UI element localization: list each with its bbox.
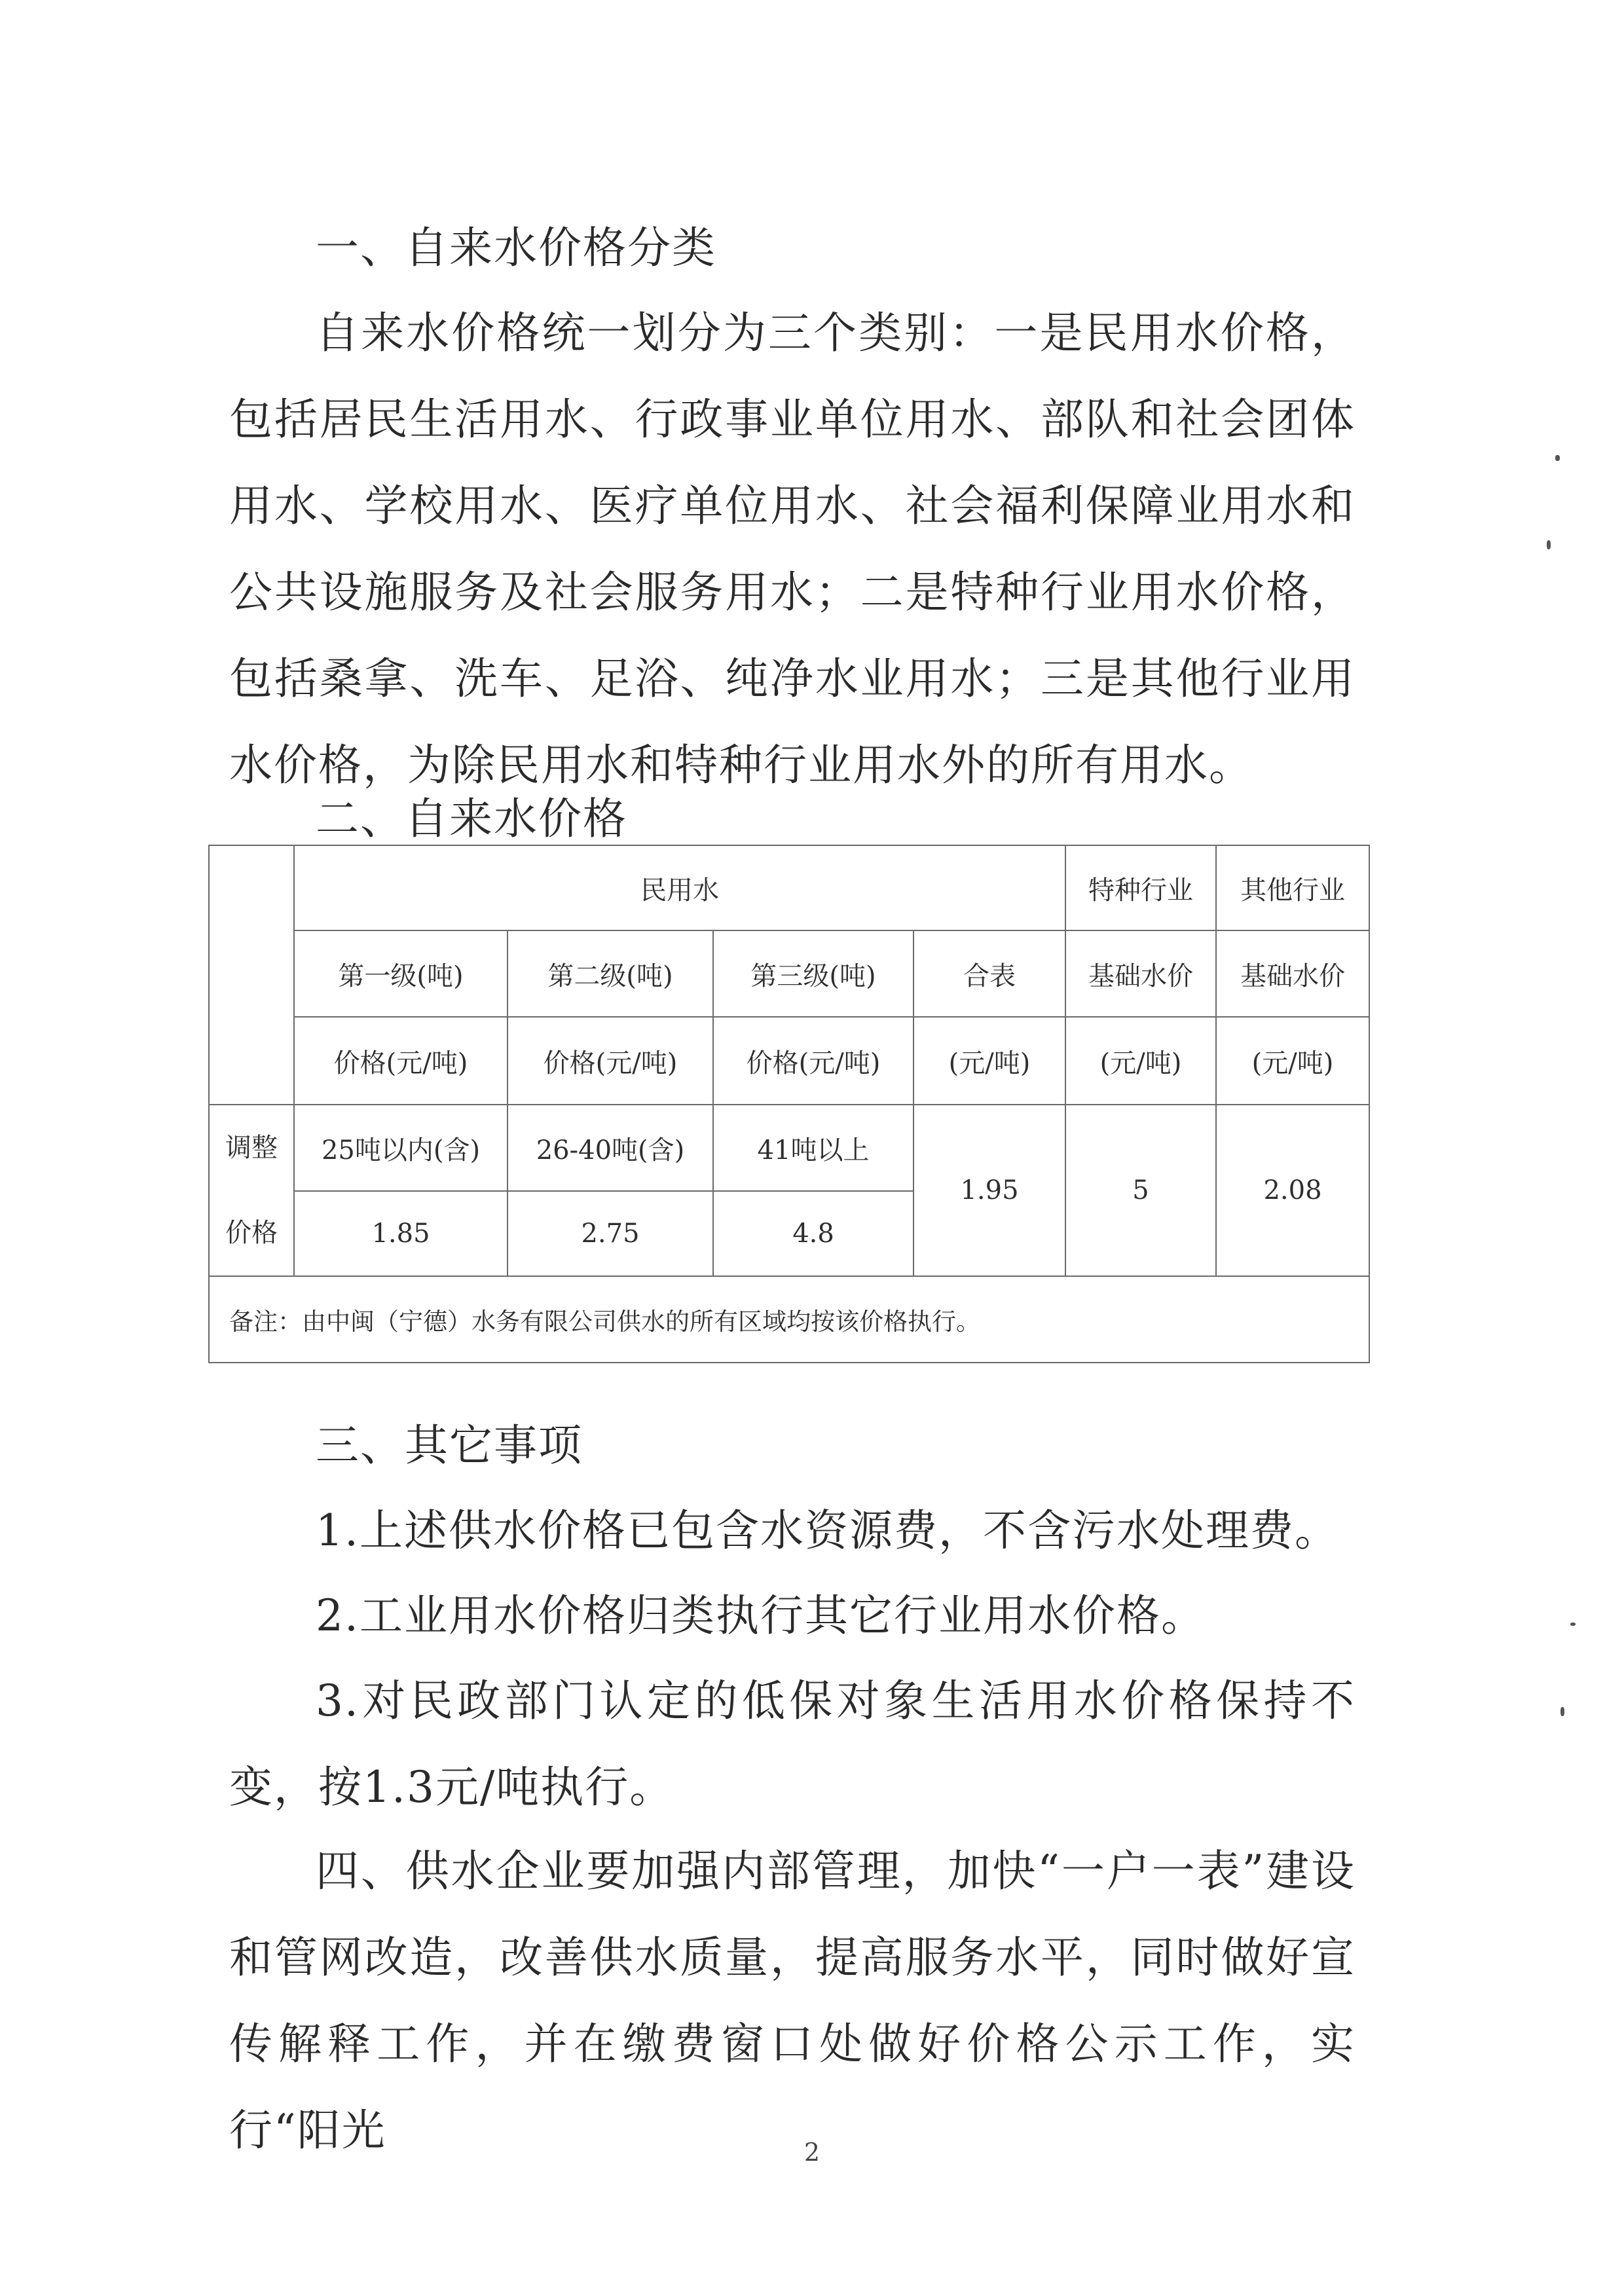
section3-item2: 2.工业用水价格归类执行其它行业用水价格。 bbox=[316, 1590, 1206, 1641]
label-bottom: 价格 bbox=[225, 1218, 278, 1248]
page-number: 2 bbox=[803, 2138, 821, 2167]
table-note: 备注：由中闽（宁德）水务有限公司供水的所有区域均按该价格执行。 bbox=[209, 1276, 1369, 1363]
section3-item1: 1.上述供水价格已包含水资源费，不含污水处理费。 bbox=[316, 1505, 1339, 1556]
section3-item3: 3.对民政部门认定的低保对象生活用水价格保持不变，按1.3元/吨执行。 bbox=[229, 1676, 1356, 1812]
adjusted-price-label bbox=[209, 1105, 294, 1276]
special-title: 基础水价 bbox=[1065, 930, 1216, 1017]
section2-heading: 二、自来水价格 bbox=[316, 794, 627, 844]
tier2-unit: 价格(元/吨) bbox=[507, 1017, 713, 1105]
special-unit: (元/吨) bbox=[1065, 1017, 1216, 1105]
scan-speck bbox=[1547, 540, 1551, 549]
tier1-unit: 价格(元/吨) bbox=[294, 1017, 507, 1105]
blank-corner-cell bbox=[209, 845, 294, 1105]
group-civil-header: 民用水 bbox=[294, 845, 1065, 930]
scan-speck bbox=[1560, 1707, 1564, 1716]
group-other-header: 其他行业 bbox=[1216, 845, 1369, 930]
label-top: 调整 bbox=[225, 1133, 278, 1163]
tier1-title: 第一级(吨) bbox=[294, 930, 507, 1017]
tier1-price: 1.85 bbox=[294, 1191, 507, 1276]
tier2-range: 26-40吨(含) bbox=[507, 1105, 713, 1191]
section1-heading: 一、自来水价格分类 bbox=[316, 223, 716, 273]
tier3-title: 第三级(吨) bbox=[713, 930, 913, 1017]
section1-paragraph: 自来水价格统一划分为三个类别：一是民用水价格，包括居民生活用水、行政事业单位用水、部队和社会团体用水、学校用水、医疗单位用水、社会福利保障业用水和公共设施服务及社会服务用水；二是特种行业用水价格，包括桑拿、洗车、足浴、纯净水业用水；三是其他行业用水价格，为除民用水和特种行业用水外的所有用水。 bbox=[229, 308, 1356, 790]
other-unit: (元/吨) bbox=[1216, 1017, 1369, 1105]
other-title: 基础水价 bbox=[1216, 930, 1369, 1017]
tier3-range: 41吨以上 bbox=[713, 1105, 913, 1191]
combined-title: 合表 bbox=[913, 930, 1065, 1017]
section4-paragraph: 四、供水企业要加强内部管理，加快“一户一表”建设和管网改造，改善供水质量，提高服务水平，同时做好宣传解释工作，并在缴费窗口处做好价格公示工作，实行“阳光 bbox=[229, 1846, 1356, 2156]
combined-price: 1.95 bbox=[913, 1105, 1065, 1276]
tier1-range: 25吨以内(含) bbox=[294, 1105, 507, 1191]
special-price: 5 bbox=[1065, 1105, 1216, 1276]
group-special-header: 特种行业 bbox=[1065, 845, 1216, 930]
scan-speck bbox=[1555, 455, 1560, 461]
scan-speck bbox=[1570, 1623, 1576, 1626]
combined-unit: (元/吨) bbox=[913, 1017, 1065, 1105]
water-price-table bbox=[208, 845, 1370, 1363]
tier2-price: 2.75 bbox=[507, 1191, 713, 1276]
tier2-title: 第二级(吨) bbox=[507, 930, 713, 1017]
tier3-price: 4.8 bbox=[713, 1191, 913, 1276]
section3-heading: 三、其它事项 bbox=[316, 1420, 583, 1471]
other-price: 2.08 bbox=[1216, 1105, 1369, 1276]
tier3-unit: 价格(元/吨) bbox=[713, 1017, 913, 1105]
